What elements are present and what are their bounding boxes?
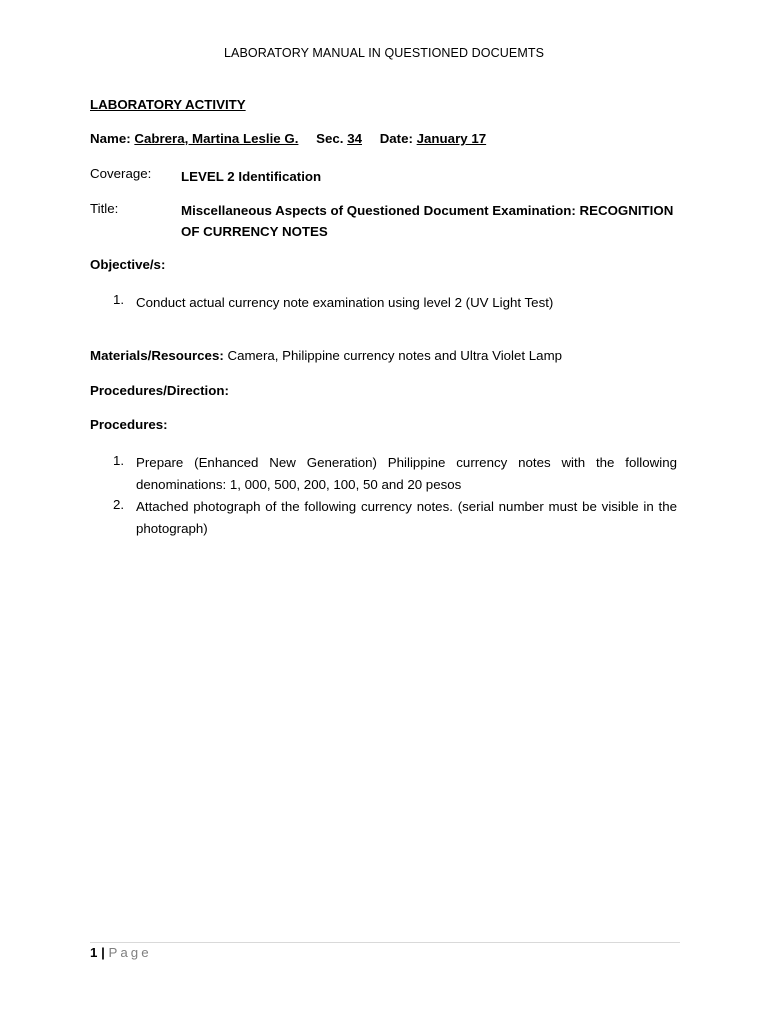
coverage-label: Coverage: <box>90 166 152 181</box>
coverage-value: LEVEL 2 Identification <box>181 169 322 184</box>
page-footer <box>90 945 152 960</box>
procedures-direction-heading: Procedures/Direction: <box>90 383 229 398</box>
title-value: Miscellaneous Aspects of Questioned Document Examination: RECOGNITION OF CURRENCY NOTES <box>181 203 674 239</box>
name-row <box>90 131 486 146</box>
procedure-item: Attached photograph of the following currency notes. (serial number must be visible in the photograph) <box>136 499 677 536</box>
materials-value: Camera, Philippine currency notes and Ultra Violet Lamp <box>227 348 563 363</box>
page-word: Page <box>108 945 152 960</box>
sec-value: 34 <box>347 131 362 146</box>
procedures-heading: Procedures: <box>90 417 168 432</box>
footer-divider <box>90 942 680 943</box>
materials-row <box>90 348 562 363</box>
procedure-number: 1. <box>113 453 125 468</box>
procedure-item: Prepare (Enhanced New Generation) Philippine currency notes with the following denominations: 1, 000, 500, 200, 100, 50 and 20 pesos <box>136 455 677 492</box>
name-label: Name: <box>90 131 131 146</box>
document-header: LABORATORY MANUAL IN QUESTIONED DOCUEMTS <box>223 46 545 60</box>
activity-title: LABORATORY ACTIVITY <box>90 97 246 112</box>
procedure-number: 2. <box>113 497 125 512</box>
objective-item: Conduct actual currency note examination using level 2 (UV Light Test) <box>136 295 554 310</box>
footer-separator: | <box>101 945 105 960</box>
objective-number: 1. <box>113 292 125 307</box>
name-value: Cabrera, Martina Leslie G. <box>134 131 299 146</box>
title-label: Title: <box>90 201 119 216</box>
date-value: January 17 <box>416 131 487 146</box>
date-label: Date: <box>379 131 413 146</box>
sec-label: Sec. <box>316 131 344 146</box>
page-number: 1 <box>90 945 98 960</box>
materials-label: Materials/Resources: <box>90 348 224 363</box>
objectives-heading: Objective/s: <box>90 257 166 272</box>
